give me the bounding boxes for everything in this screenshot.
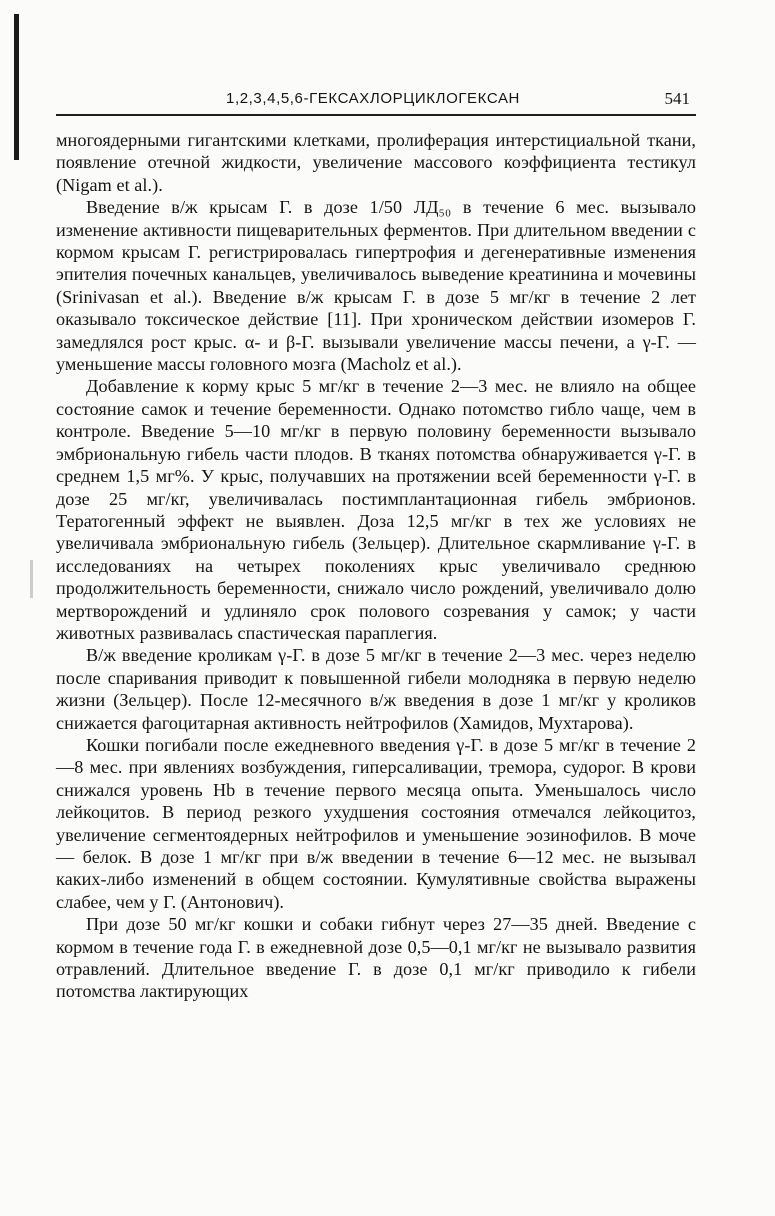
paragraph: Введение в/ж крысам Г. в дозе 1/50 ЛД₅₀ в течение 6 мес. вызывало изменение активности пищеварительных ферментов. При длительном введении с кормом крысам Г. регистрировалась гипертрофия и дегенеративные изменения эпителия почечных канальцев, увеличивалось выведение креатинина и мочевины (Srinivasan et al.). Введение в/ж крысам Г. в дозе 5 мг/кг в течение 2 лет оказывало токсическое действие [11]. При хроническом действии изомеров Г. замедлялся рост крыс. α- и β-Г. вызывали увеличение массы печени, а γ-Г. — уменьшение массы головного мозга (Macholz et al.). bbox=[56, 197, 696, 375]
page-number: 541 bbox=[664, 89, 690, 108]
scan-artifact bbox=[30, 560, 33, 598]
paragraph: Добавление к корму крыс 5 мг/кг в течение 2—3 мес. не влияло на общее состояние самок и течение беременности. Однако потомство гибло чаще, чем в контроле. Введение 5—10 мг/кг в первую половину беременности вызывало эмбриональную гибель части плодов. В тканях потомства обнаруживается γ-Г. в среднем 1,5 мг%. У крыс, получавших на протяжении всей беременности γ-Г. в дозе 25 мг/кг, увеличивалась постимплантационная гибель эмбрионов. Тератогенный эффект не выявлен. Доза 12,5 мг/кг в тех же условиях не увеличивала эмбриональную гибель (Зельцер). Длительное скармливание γ-Г. в исследованиях на четырех поколениях крыс увеличивало среднюю продолжительность беременности, снижало число рождений, увеличивало долю мертворождений и удлиняло срок полового созревания у самок; у части животных развивалась спастическая параплегия. bbox=[56, 376, 696, 643]
binding-edge-mark bbox=[14, 14, 19, 160]
paragraph: При дозе 50 мг/кг кошки и собаки гибнут через 27—35 дней. Введение с кормом в течение года Г. в ежедневной дозе 0,5—0,1 мг/кг не вызывало развития отравлений. Длительное введение Г. в дозе 0,1 мг/кг приводило к гибели потомства лактирующих bbox=[56, 914, 696, 1002]
paragraph: многоядерными гигантскими клетками, пролиферация интерстициальной ткани, появление отечной жидкости, увеличение массового коэффициента тестикул (Nigam et al.). bbox=[56, 130, 696, 195]
paragraph: Кошки погибали после ежедневного введения γ-Г. в дозе 5 мг/кг в течение 2—8 мес. при явлениях возбуждения, гиперсаливации, тремора, судорог. В крови снижался уровень Hb в течение первого месяца опыта. Уменьшалось число лейкоцитов. В период резкого ухудшения состояния отмечался лейкоцитоз, увеличение сегментоядерных нейтрофилов и уменьшение эозинофилов. В моче — белок. В дозе 1 мг/кг при в/ж введении в течение 6—12 мес. не вызывал каких-либо изменений в общем состоянии. Кумулятивные свойства выражены слабее, чем у Г. (Антонович). bbox=[56, 734, 696, 912]
running-title: 1,2,3,4,5,6-ГЕКСАХЛОРЦИКЛОГЕКСАН bbox=[226, 90, 520, 107]
paragraph: В/ж введение кроликам γ-Г. в дозе 5 мг/кг в течение 2—3 мес. через неделю после спаривания приводит к повышенной гибели молодняка в первую неделю жизни (Зельцер). После 12-месячного в/ж введения в дозе 1 мг/кг у кроликов снижается фагоцитарная активность нейтрофилов (Хамидов, Мухтарова). bbox=[56, 645, 696, 733]
page-header bbox=[56, 86, 696, 116]
body-text bbox=[56, 129, 696, 1003]
